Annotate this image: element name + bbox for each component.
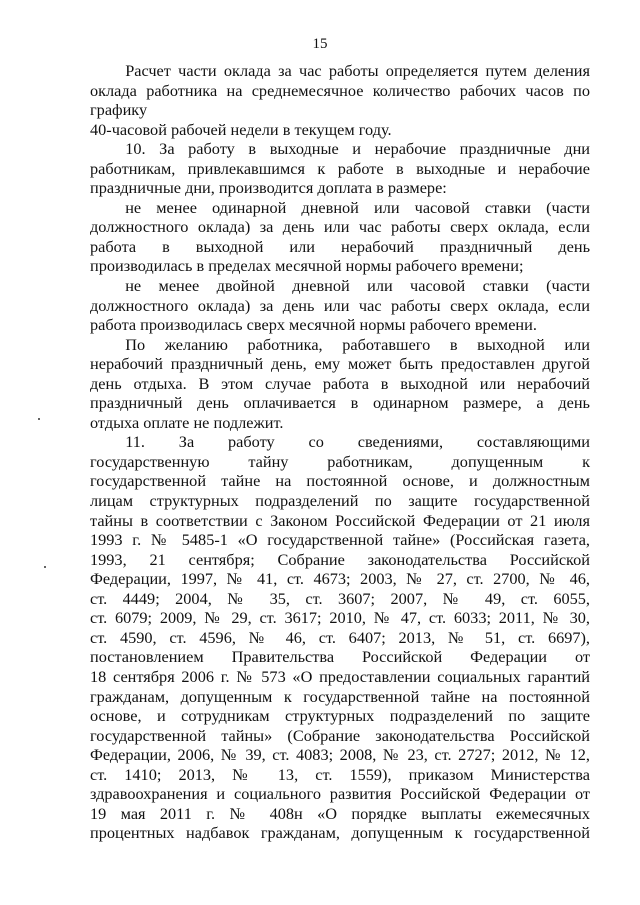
text-line: постановлением Правительства Российской Федерации от (90, 647, 590, 667)
text-line: основе, и сотрудникам структурных подразделений по защите (90, 706, 590, 726)
text-line: работа производилась сверх месячной нормы рабочего времени. (90, 315, 537, 335)
text-line: ст. 1410; 2013, № 13, ст. 1559), приказом Министерства (90, 764, 590, 784)
scan-speck (38, 418, 40, 420)
text-line: ст. 4449; 2004, № 35, ст. 3607; 2007, № 49, ст. 6055, (90, 588, 590, 608)
text-line: По желанию работника, работавшего в выходной или (125, 334, 590, 354)
text-line: 18 сентября 2006 г. № 573 «О предоставлении социальных гарантий (90, 666, 590, 686)
text-line: графику (90, 100, 148, 120)
text-line: здравоохранения и социального развития Российской Федерации от (90, 784, 590, 804)
text-line: не менее одинарной дневной или часовой ставки (части (125, 197, 590, 217)
text-line: ст. 6079; 2009, № 29, ст. 3617; 2010, № 47, ст. 6033; 2011, № 30, (90, 608, 590, 628)
text-line: тайны в соответствии с Законом Российской Федерации от 21 июля (90, 510, 590, 530)
text-line: работа в выходной или нерабочий праздничный день (90, 236, 590, 256)
text-line: государственной тайне на постоянной основе, и должностным (90, 471, 590, 491)
text-line: лицам структурных подразделений по защите государственной (90, 491, 590, 511)
text-line: работникам, привлекавшимся к работе в выходные и нерабочие (90, 158, 590, 178)
text-line: отдыха оплате не подлежит. (90, 412, 284, 432)
text-line: Федерации, 1997, № 41, ст. 4673; 2003, № 27, ст. 2700, № 46, (90, 569, 590, 589)
text-line: должностного оклада) за день или час работы сверх оклада, если (90, 295, 590, 315)
text-line: 19 мая 2011 г. № 408н «О порядке выплаты ежемесячных (90, 803, 590, 823)
text-line: процентных надбавок гражданам, допущенным к государственной (90, 823, 590, 843)
text-line: оклада работника на среднемесячное количество рабочих часов по (90, 80, 590, 100)
text-line: гражданам, допущенным к государственной тайне на постоянной (90, 686, 590, 706)
text-line: 40-часовой рабочей недели в текущем году. (90, 119, 392, 139)
text-line: производилась в пределах месячной нормы рабочего времени; (90, 256, 524, 276)
page-number: 15 (312, 36, 328, 52)
text-line: должностного оклада) за день или час работы сверх оклада, если (90, 217, 590, 237)
text-line: не менее двойной дневной или часовой ставки (части (125, 276, 590, 296)
text-line: Федерации, 2006, № 39, ст. 4083; 2008, № 23, ст. 2727; 2012, № 12, (90, 745, 590, 765)
text-line: 1993, 21 сентября; Собрание законодательства Российской (90, 549, 590, 569)
text-line: 10. За работу в выходные и нерабочие праздничные дни (125, 139, 590, 159)
text-line: день отдыха. В этом случае работа в выходной или нерабочий (90, 373, 590, 393)
text-line: 11. За работу со сведениями, составляющими (125, 432, 590, 452)
text-line: Расчет части оклада за час работы определяется путем деления (125, 61, 590, 80)
text-line: государственной тайны» (Собрание законодательства Российской (90, 725, 590, 745)
document-body (90, 61, 590, 843)
text-line: 1993 г. № 5485-1 «О государственной тайне» (Российская газета, (90, 530, 590, 550)
text-line: ст. 4590, ст. 4596, № 46, ст. 6407; 2013, № 51, ст. 6697), (90, 627, 590, 647)
text-line: праздничный день оплачивается в одинарном размере, а день (90, 393, 590, 413)
scan-speck (44, 566, 46, 568)
text-line: нерабочий праздничный день, ему может быть предоставлен другой (90, 354, 590, 374)
text-line: государственную тайну работникам, допущенным к (90, 451, 590, 471)
text-line: праздничные дни, производится доплата в размере: (90, 178, 447, 198)
